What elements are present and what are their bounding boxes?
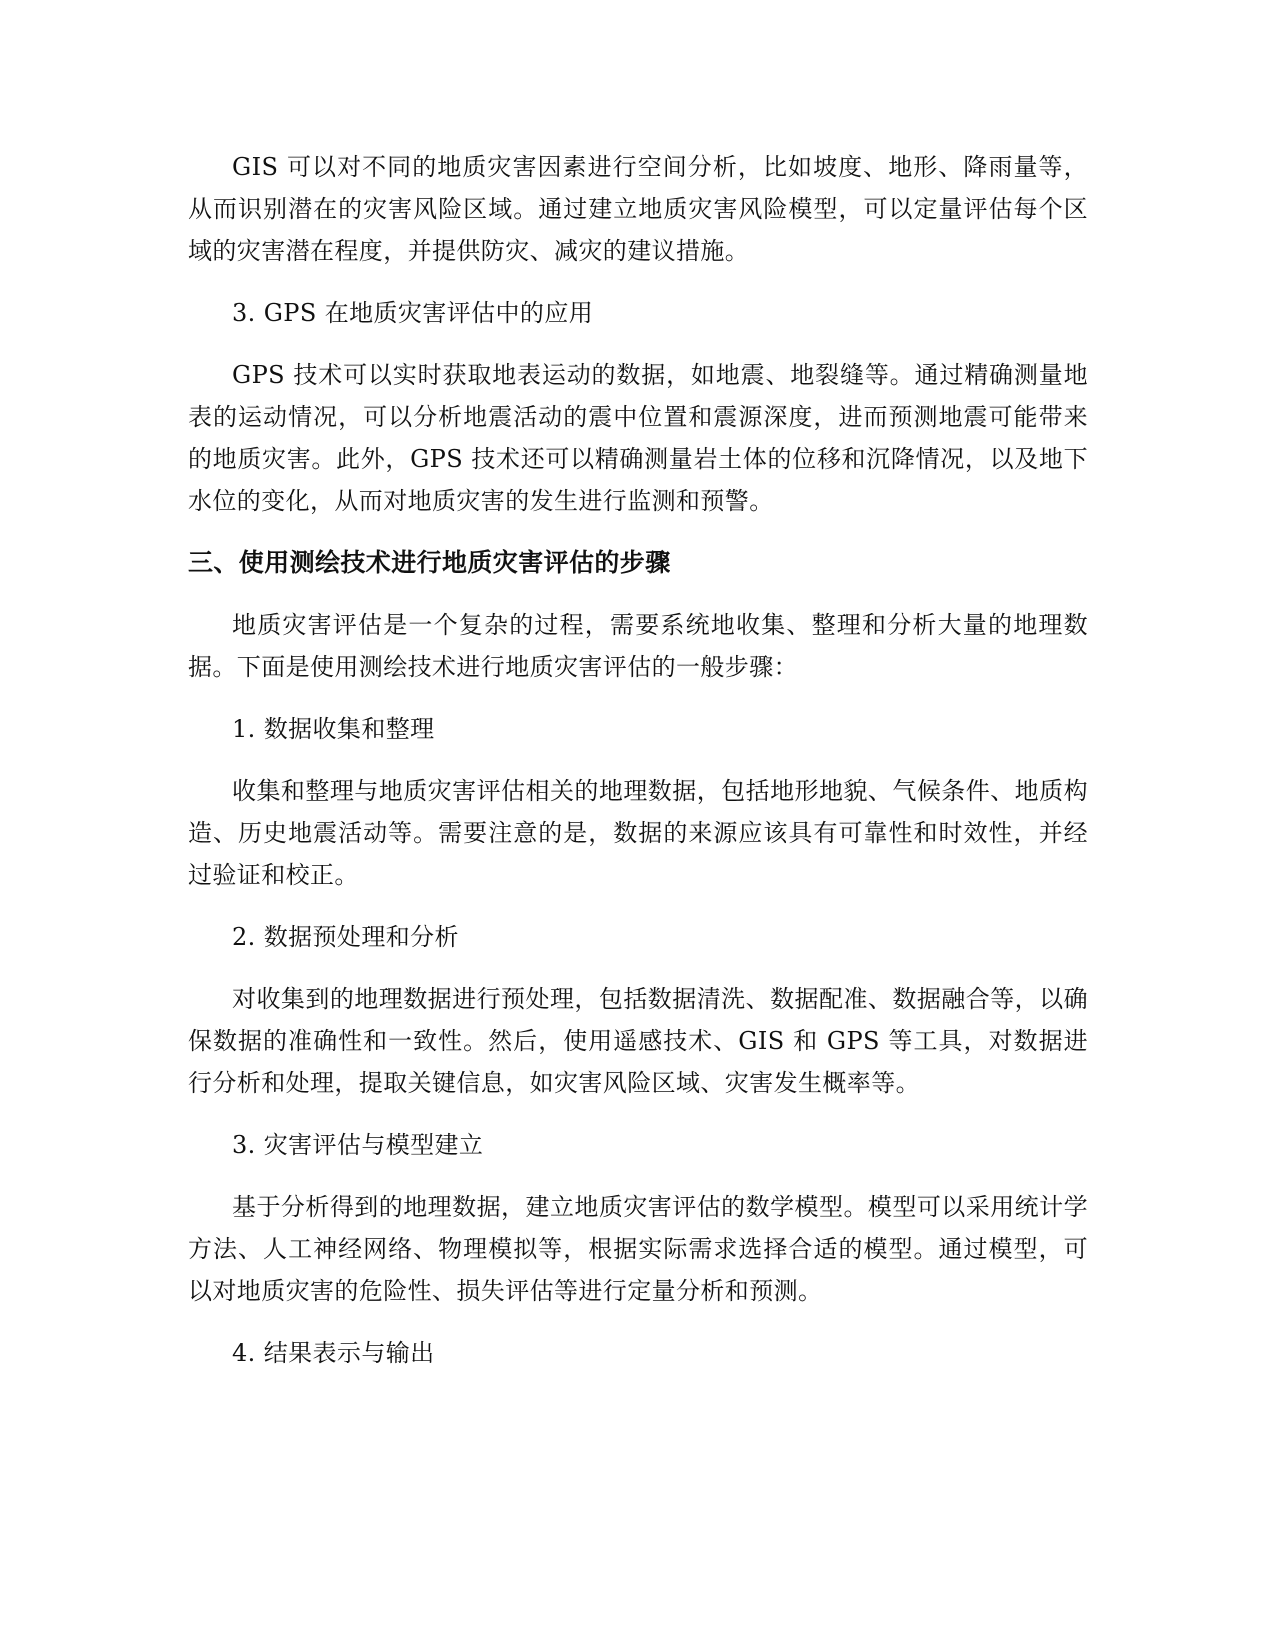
paragraph-steps-intro: 地质灾害评估是一个复杂的过程，需要系统地收集、整理和分析大量的地理数据。下面是使用测绘技术进行地质灾害评估的一般步骤： bbox=[188, 611, 1088, 681]
step-3-title: 3. 灾害评估与模型建立 bbox=[232, 1131, 484, 1159]
step-1-description: 收集和整理与地质灾害评估相关的地理数据，包括地形地貌、气候条件、地质构造、历史地震活动等。需要注意的是，数据的来源应该具有可靠性和时效性，并经过验证和校正。 bbox=[188, 777, 1088, 889]
step-4-title: 4. 结果表示与输出 bbox=[232, 1339, 435, 1367]
section-heading-steps: 三、使用测绘技术进行地质灾害评估的步骤 bbox=[188, 548, 671, 577]
step-2-description: 对收集到的地理数据进行预处理，包括数据清洗、数据配准、数据融合等，以确保数据的准确性和一致性。然后，使用遥感技术、GIS 和 GPS 等工具，对数据进行分析和处理，提取关键信息，如灾害风险区域、灾害发生概率等。 bbox=[188, 985, 1088, 1097]
paragraph-gps-technology: GPS 技术可以实时获取地表运动的数据，如地震、地裂缝等。通过精确测量地表的运动情况，可以分析地震活动的震中位置和震源深度，进而预测地震可能带来的地质灾害。此外，GPS 技术还可以精确测量岩土体的位移和沉降情况，以及地下水位的变化，从而对地质灾害的发生进行监测和预警。 bbox=[188, 361, 1088, 515]
step-1-title: 1. 数据收集和整理 bbox=[232, 715, 435, 743]
paragraph-gis-analysis: GIS 可以对不同的地质灾害因素进行空间分析，比如坡度、地形、降雨量等，从而识别潜在的灾害风险区域。通过建立地质灾害风险模型，可以定量评估每个区域的灾害潜在程度，并提供防灾、减灾的建议措施。 bbox=[188, 153, 1088, 265]
step-3-description: 基于分析得到的地理数据，建立地质灾害评估的数学模型。模型可以采用统计学方法、人工神经网络、物理模拟等，根据实际需求选择合适的模型。通过模型，可以对地质灾害的危险性、损失评估等进行定量分析和预测。 bbox=[188, 1193, 1088, 1305]
document-body bbox=[188, 146, 1088, 1394]
subheading-gps-application: 3. GPS 在地质灾害评估中的应用 bbox=[232, 299, 594, 327]
step-2-title: 2. 数据预处理和分析 bbox=[232, 923, 459, 951]
